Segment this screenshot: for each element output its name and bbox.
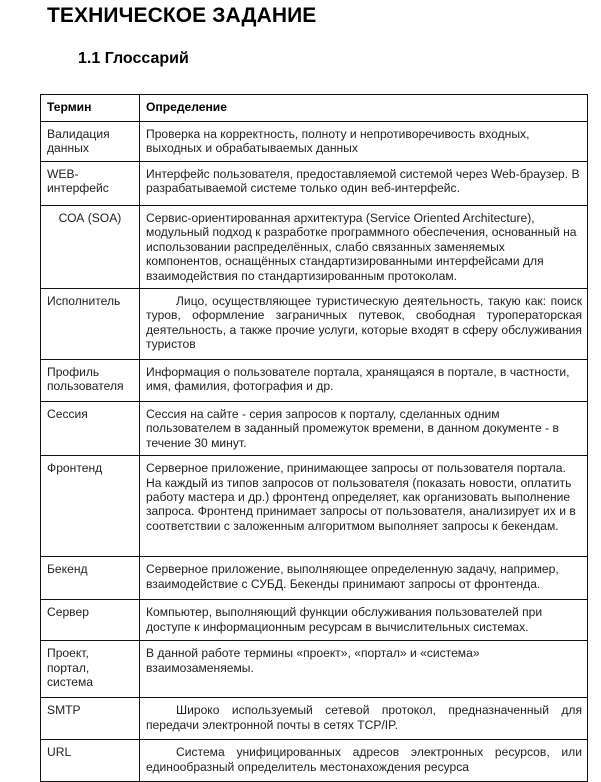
section-title: 1.1 Глоссарий xyxy=(78,50,189,67)
table-row xyxy=(41,402,588,456)
term-cell: СОА (SOA) xyxy=(41,206,140,289)
header-definition: Определение xyxy=(140,95,588,122)
term-cell: Проект, портал, система xyxy=(41,641,140,698)
term-cell: SMTP xyxy=(41,698,140,740)
table-row xyxy=(41,206,588,289)
definition-cell: Проверка на корректность, полноту и непротиворечивость входных, выходных и обрабатываемых данных xyxy=(140,122,588,162)
term-cell: WEB-интерфейс xyxy=(41,162,140,206)
term-cell: Сессия xyxy=(41,402,140,456)
definition-cell: Широко используемый сетевой протокол, предназначенный для передачи электронной почты в сетях TCP/IP. xyxy=(140,698,588,740)
table-row xyxy=(41,641,588,698)
term-cell: Валидация данных xyxy=(41,122,140,162)
definition-cell: Лицо, осуществляющее туристическую деятельность, такую как: поиск туров, оформление заграничных путевок, свободная туроператорская деятельность, а также прочие услуги, которые входят в сферу обслуживания туристов xyxy=(140,289,588,360)
table-row xyxy=(41,740,588,782)
table-row xyxy=(41,600,588,641)
table-row xyxy=(41,360,588,402)
definition-cell: Серверное приложение, принимающее запросы от пользователя портала. На каждый из типов запросов от пользователя (показать новости, оплатить работу мастера и др.) фронтенд определяет, как организовать выполнение запроса. Фронтенд принимает запросы от пользователя, анализирует их и в соответствии с заложенным алгоритмом выполняет запросы к бекендам. xyxy=(140,456,588,557)
definition-cell: Интерфейс пользователя, предоставляемой системой через Web-браузер. В разрабатываемой системе только один веб-интерфейс. xyxy=(140,162,588,206)
term-cell: Профиль пользователя xyxy=(41,360,140,402)
definition-cell: Сервис-ориентированная архитектура (Service Oriented Architecture), модульный подход к разработке программного обеспечения, основанный на использовании распределённых, слабо связанных заменяемых компонентов, оснащённых стандартизированными интерфейсами для взаимодействия по стандартизированным протоколам. xyxy=(140,206,588,289)
definition-cell: Сессия на сайте - серия запросов к порталу, сделанных одним пользователем в заданный промежуток времени, в данном документе - в течение 30 минут. xyxy=(140,402,588,456)
definition-cell: Серверное приложение, выполняющее определенную задачу, например, взаимодействие с СУБД. Бекенды принимают запросы от фронтенда. xyxy=(140,557,588,600)
table-header-row xyxy=(41,95,588,122)
term-cell: Бекенд xyxy=(41,557,140,600)
definition-cell: Компьютер, выполняющий функции обслуживания пользователей при доступе к информационным ресурсам в вычислительных системах. xyxy=(140,600,588,641)
header-term: Термин xyxy=(41,95,140,122)
table-row xyxy=(41,557,588,600)
table-row xyxy=(41,162,588,206)
definition-cell: Система унифицированных адресов электронных ресурсов, или единообразный определитель местонахождения ресурса xyxy=(140,740,588,782)
term-cell: URL xyxy=(41,740,140,782)
table-row xyxy=(41,698,588,740)
term-cell: Фронтенд xyxy=(41,456,140,557)
definition-cell: В данной работе термины «проект», «портал» и «система» взаимозаменяемы. xyxy=(140,641,588,698)
table-row xyxy=(41,289,588,360)
definition-cell: Информация о пользователе портала, хранящаяся в портале, в частности, имя, фамилия, фотография и др. xyxy=(140,360,588,402)
term-cell: Сервер xyxy=(41,600,140,641)
term-cell: Исполнитель xyxy=(41,289,140,360)
glossary-table xyxy=(40,94,588,782)
table-row xyxy=(41,456,588,557)
table-row xyxy=(41,122,588,162)
document-title: ТЕХНИЧЕСКОЕ ЗАДАНИЕ xyxy=(47,4,317,27)
